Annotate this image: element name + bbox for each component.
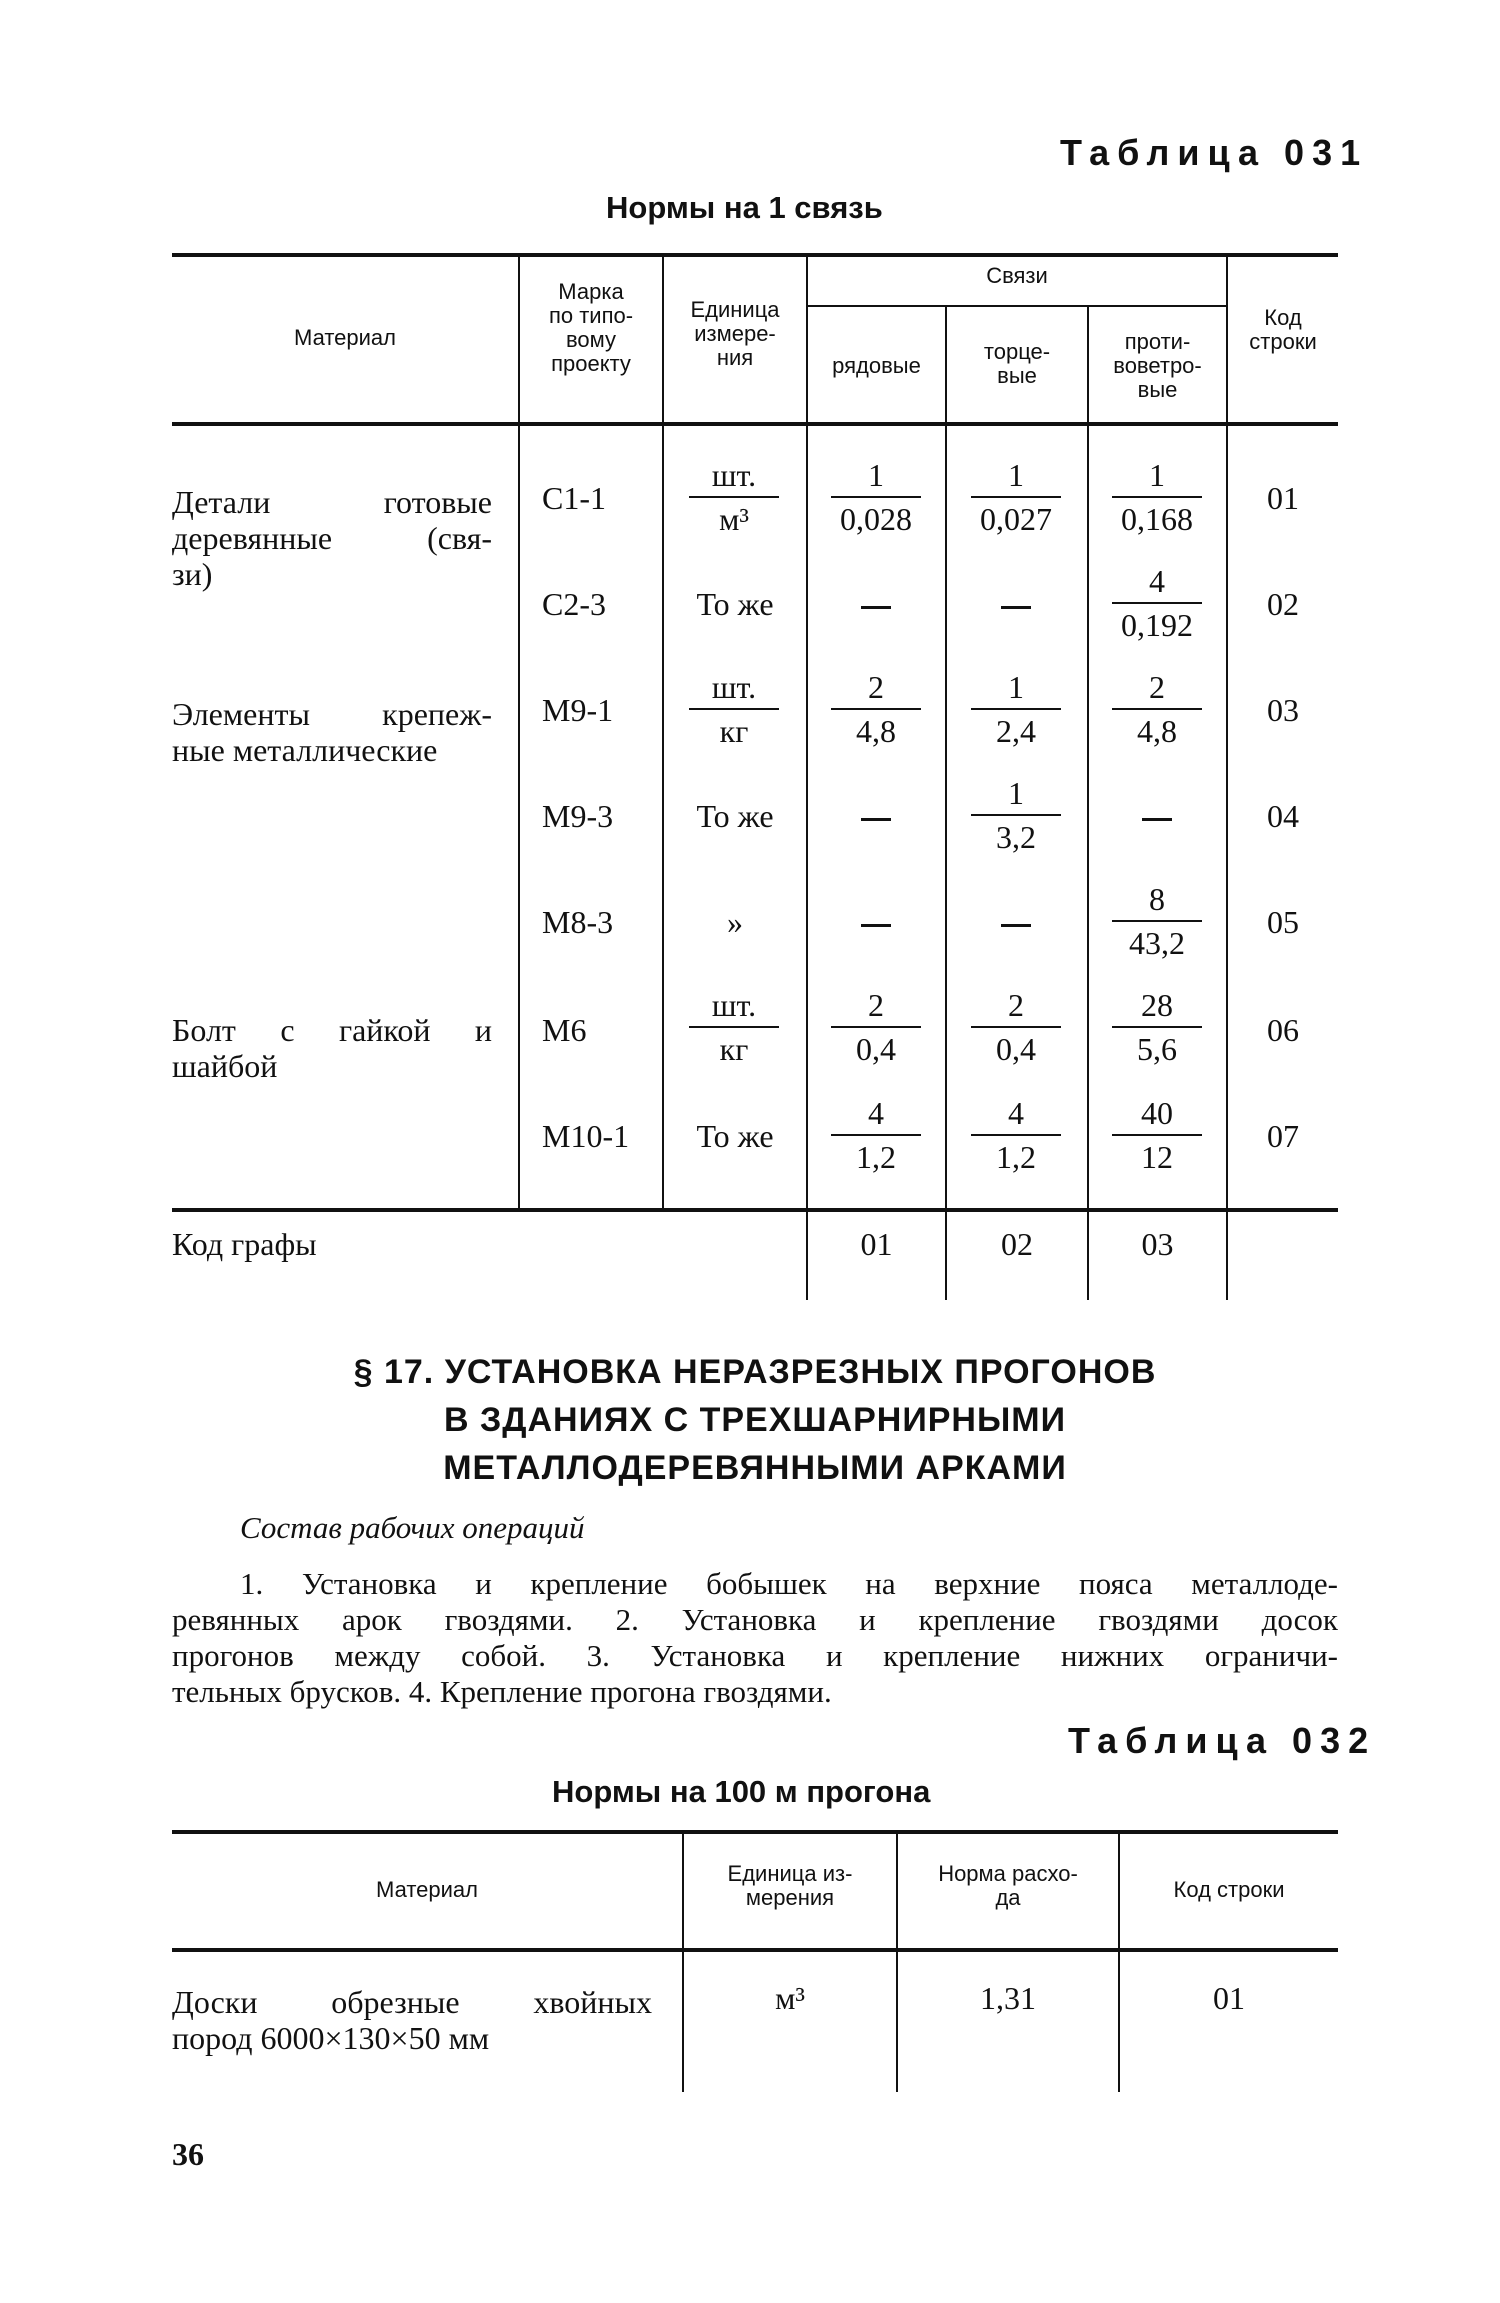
section-paragraph: 1. Установка и крепление бобышек на верхние пояса металлоде- ревянных арок гвоздями. 2. Установка и крепление гвоздями досок прогонов между собой. 3. Установка и крепление нижних ограничи- тельных брусков. 4. Крепление прогона гвоздями. [172,1566,1338,1709]
row-07-kod: 07 [1267,1118,1299,1154]
svyazi-underline [808,305,1226,307]
col-rule-1 [518,255,520,1208]
row-05-kod: 05 [1267,904,1299,940]
footer-code-02: 02 [1001,1226,1033,1262]
row-04-unit: То же [696,798,774,834]
material-group-2: Элементы крепеж- ные металлические [172,696,492,768]
table-032-label: Таблица 032 [1068,1720,1377,1761]
t32-col-rule-3b [1118,1952,1120,2092]
table-031-label: Таблица 031 [1060,132,1369,173]
col-rule-2 [662,255,664,1208]
row-05-marka: М8-3 [542,904,614,940]
header-unit: Единица измере- ния [690,297,780,370]
table-032-top-rule [172,1830,1338,1834]
col-rule-5 [1087,305,1089,1300]
t32-header-material: Материал [376,1877,478,1902]
row-05-unit: » [727,904,743,940]
row-01-unit: шт. м³ [689,458,779,536]
row-06-ryadovye: 2 0,4 [831,988,921,1066]
header-protivovetrovye: проти- воветро- вые [1113,329,1202,402]
row-01-protivovetrovye: 1 0,168 [1112,458,1202,536]
row-05-ryadovye-dash [861,924,891,927]
row-06-marka: М6 [542,1012,587,1048]
t32-header-unit: Единица из- мерения [727,1861,853,1910]
row-03-tortsevye: 1 2,4 [971,670,1061,748]
t32-norma: 1,31 [980,1980,1036,2016]
row-07-protivovetrovye: 40 12 [1112,1096,1202,1174]
col-rule-4 [945,305,947,1300]
header-marka: Марка по типо- вому проекту [548,279,634,376]
row-05-tortsevye-dash [1001,924,1031,927]
header-svyazi: Связи [986,263,1048,288]
row-03-unit: шт. кг [689,670,779,748]
row-04-kod: 04 [1267,798,1299,834]
t32-col-rule-2b [896,1952,898,2092]
header-kod: Код строки [1249,305,1317,354]
t32-material: Доски обрезные хвойных пород 6000×130×50 мм [172,1984,652,2056]
table-031-footer-rule [172,1208,1338,1212]
row-04-tortsevye: 1 3,2 [971,776,1061,854]
row-04-protivovetrovye-dash [1142,818,1172,821]
row-02-marka: С2-3 [542,586,606,622]
table-031-top-rule [172,253,1338,257]
row-03-ryadovye: 2 4,8 [831,670,921,748]
t32-header-norma: Норма расхо- да [938,1861,1078,1910]
row-06-unit: шт. кг [689,988,779,1066]
row-02-ryadovye-dash [861,606,891,609]
row-07-tortsevye: 4 1,2 [971,1096,1061,1174]
table-031-caption: Нормы на 1 связь [606,190,883,225]
t32-col-rule-1b [682,1952,684,2092]
material-group-3: Болт с гайкой и шайбой [172,1012,492,1084]
footer-code-01: 01 [860,1226,893,1262]
footer-label: Код графы [172,1226,317,1262]
header-material: Материал [294,325,396,350]
section-title: § 17. УСТАНОВКА НЕРАЗРЕЗНЫХ ПРОГОНОВ В ЗДАНИЯХ С ТРЕХШАРНИРНЫМИ МЕТАЛЛОДЕРЕВЯННЫМИ АРКАМИ [353,1353,1157,1487]
t32-header-kod: Код строки [1173,1877,1285,1902]
row-06-protivovetrovye: 28 5,6 [1112,988,1202,1066]
row-02-kod: 02 [1267,586,1299,622]
row-02-tortsevye-dash [1001,606,1031,609]
table-032-caption: Нормы на 100 м прогона [552,1774,931,1809]
table-031-header-rule [172,422,1338,426]
row-06-kod: 06 [1267,1012,1299,1048]
row-02-protivovetrovye: 4 0,192 [1112,564,1202,642]
row-04-ryadovye-dash [861,818,891,821]
row-07-unit: То же [696,1118,774,1154]
material-group-1: Детали готовые деревянные (свя- зи) [172,484,492,592]
table-032-header-rule [172,1948,1338,1952]
row-06-tortsevye: 2 0,4 [971,988,1061,1066]
row-03-kod: 03 [1267,692,1299,728]
row-05-protivovetrovye: 8 43,2 [1112,882,1202,960]
t32-unit: м³ [775,1980,805,2016]
row-03-marka: М9-1 [542,692,614,728]
header-tortsevye: торце- вые [983,339,1051,388]
footer-code-03: 03 [1141,1226,1174,1262]
row-01-marka: С1-1 [542,480,606,516]
t32-kod: 01 [1213,1980,1245,2016]
row-02-unit: То же [696,586,774,622]
row-01-tortsevye: 1 0,027 [971,458,1061,536]
row-07-marka: М10-1 [542,1118,630,1154]
row-07-ryadovye: 4 1,2 [831,1096,921,1174]
row-01-kod: 01 [1267,480,1299,516]
row-01-ryadovye: 1 0,028 [831,458,921,536]
col-rule-3 [806,255,808,1300]
header-ryadovye: рядовые [832,353,921,378]
section-subheading: Состав рабочих операций [240,1510,585,1545]
row-03-protivovetrovye: 2 4,8 [1112,670,1202,748]
row-04-marka: М9-3 [542,798,614,834]
page-number: 36 [172,2136,204,2172]
